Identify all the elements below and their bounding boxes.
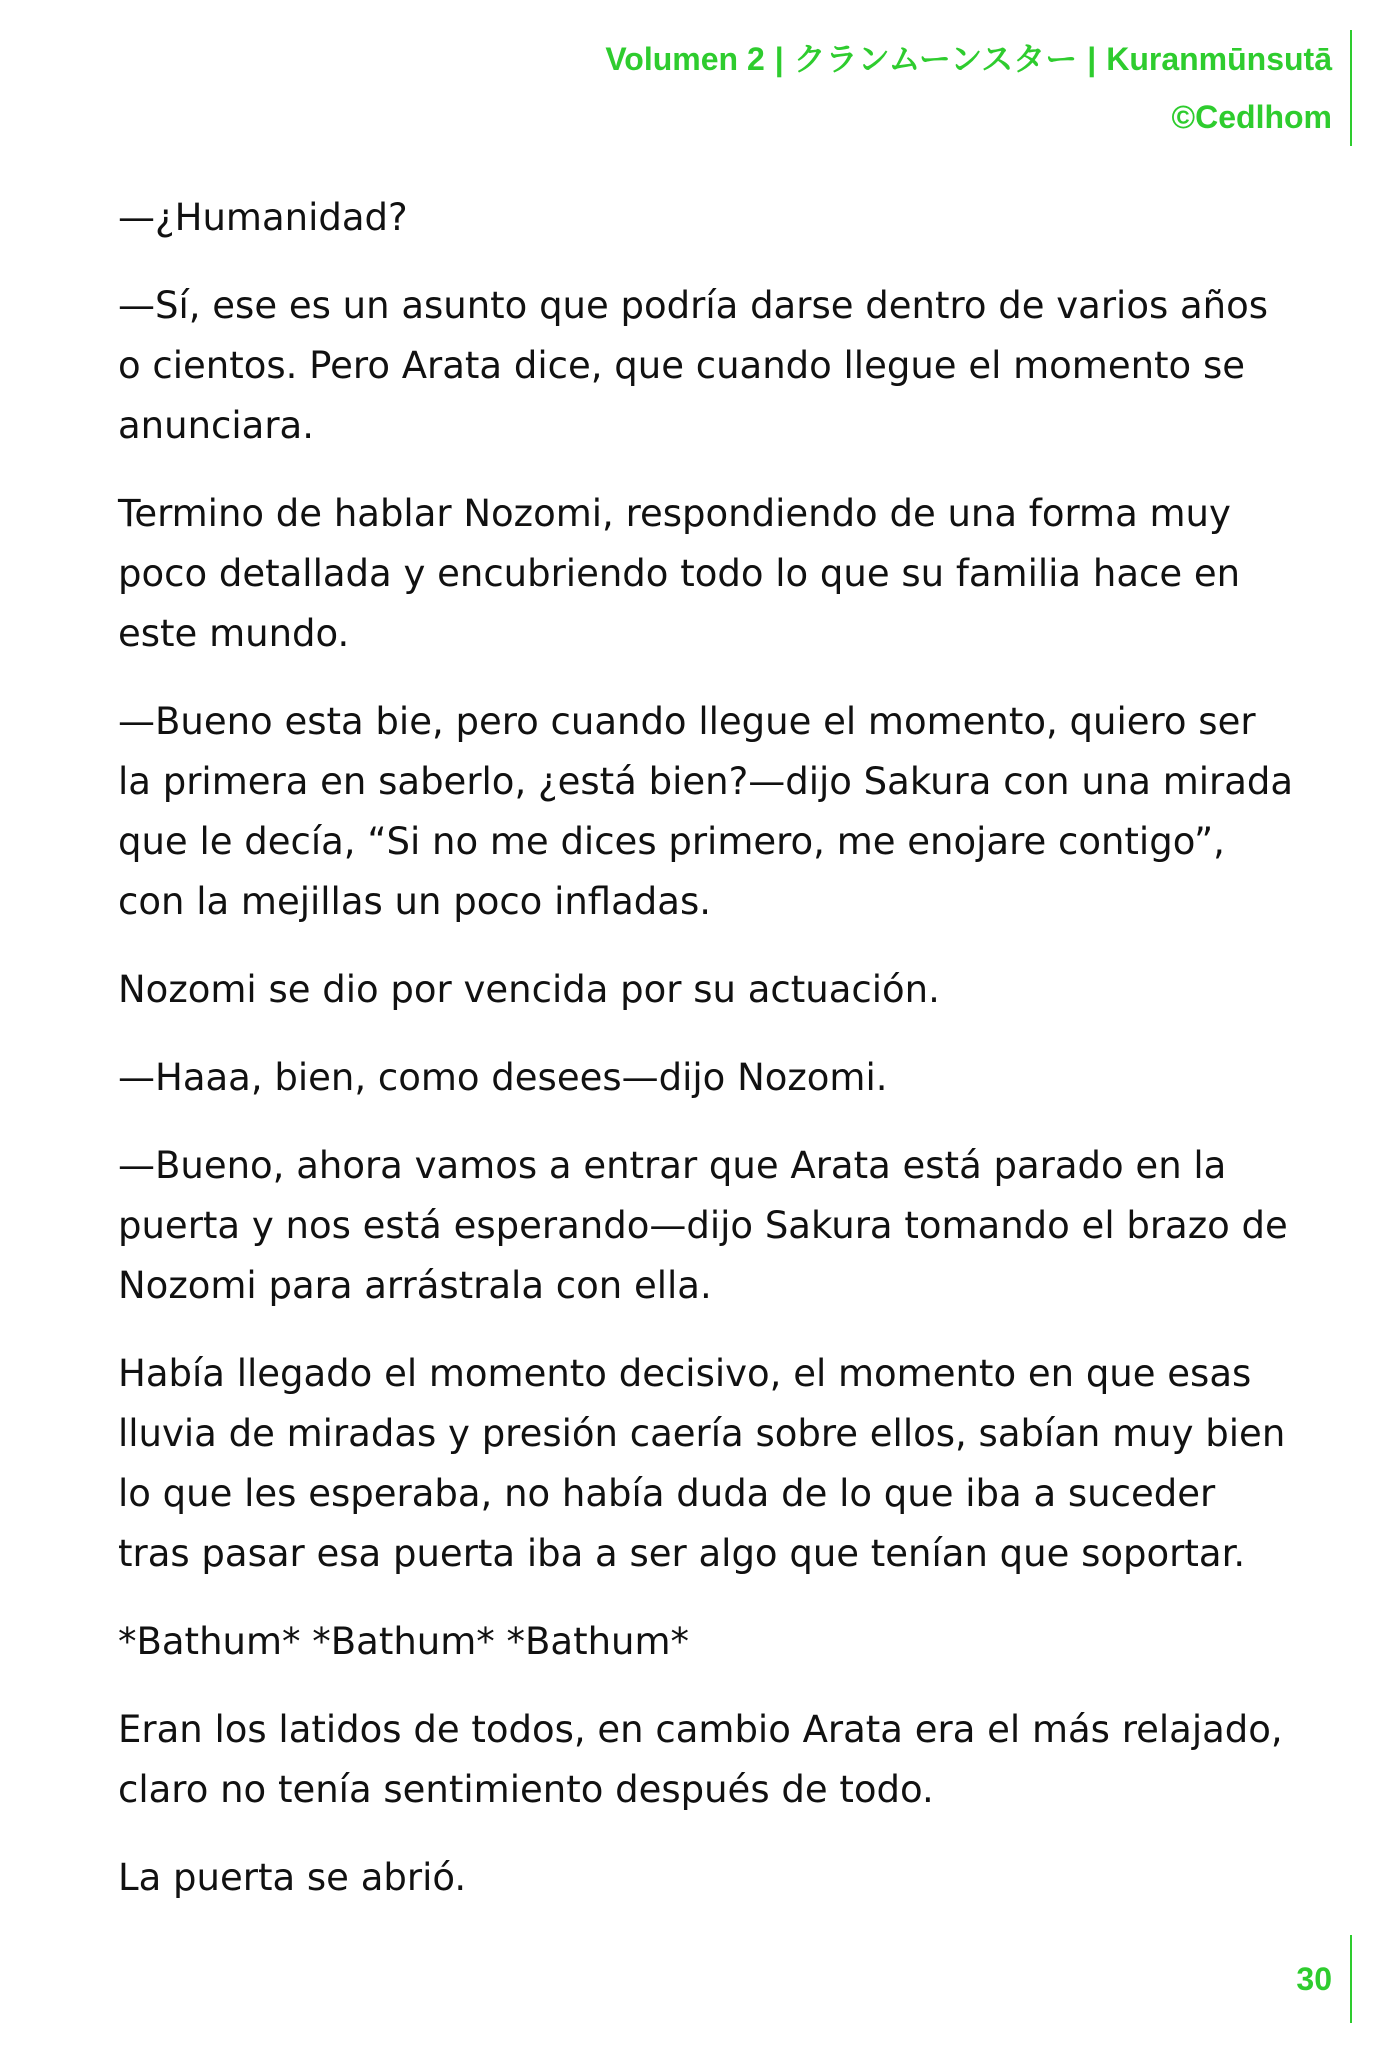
paragraph: —¿Humanidad? xyxy=(118,196,408,239)
paragraph: La puerta se abrió. xyxy=(118,1856,467,1899)
paragraph: —Bueno, ahora vamos a entrar que Arata está parado en la puerta y nos está esperando—dijo Sakura tomando el brazo de Nozomi para arrástrala con ella. xyxy=(118,1144,1288,1307)
header-title-line xyxy=(605,30,1332,88)
paragraph: Nozomi se dio por vencida por su actuación. xyxy=(118,968,940,1011)
header-separator: | xyxy=(774,41,784,77)
volume-label: Volumen 2 xyxy=(605,41,765,77)
page-header xyxy=(605,30,1352,146)
paragraph: Había llegado el momento decisivo, el momento en que esas lluvia de miradas y presión caería sobre ellos, sabían muy bien lo que les esperaba, no había duda de lo que iba a suceder tras pasar esa puerta iba a ser algo que tenían que soportar. xyxy=(118,1352,1286,1575)
header-separator: | xyxy=(1087,41,1097,77)
paragraph: Termino de hablar Nozomi, respondiendo de una forma muy poco detallada y encubriendo todo lo que su familia hace en este mundo. xyxy=(118,492,1241,655)
copyright-line: ©Cedlhom xyxy=(1171,99,1332,135)
paragraph: —Sí, ese es un asunto que podría darse dentro de varios años o cientos. Pero Arata dice, que cuando llegue el momento se anunciara. xyxy=(118,284,1269,447)
page-body xyxy=(118,188,1298,1936)
paragraph: —Bueno esta bie, pero cuando llegue el momento, quiero ser la primera en saberlo, ¿está bien?—dijo Sakura con una mirada que le decía, “Si no me dices primero, me enojare contigo”, con la mejillas un poco infladas. xyxy=(118,700,1294,923)
paragraph: Eran los latidos de todos, en cambio Arata era el más relajado, claro no tenía sentimiento después de todo. xyxy=(118,1708,1283,1811)
title-romaji: Kuranmūnsutā xyxy=(1106,41,1332,77)
page-footer xyxy=(1296,1935,1352,2023)
paragraph: —Haaa, bien, como desees—dijo Nozomi. xyxy=(118,1056,888,1099)
paragraph: *Bathum* *Bathum* *Bathum* xyxy=(118,1620,690,1663)
title-japanese: クランムーンスター xyxy=(793,41,1078,77)
page-number: 30 xyxy=(1296,1961,1332,1997)
